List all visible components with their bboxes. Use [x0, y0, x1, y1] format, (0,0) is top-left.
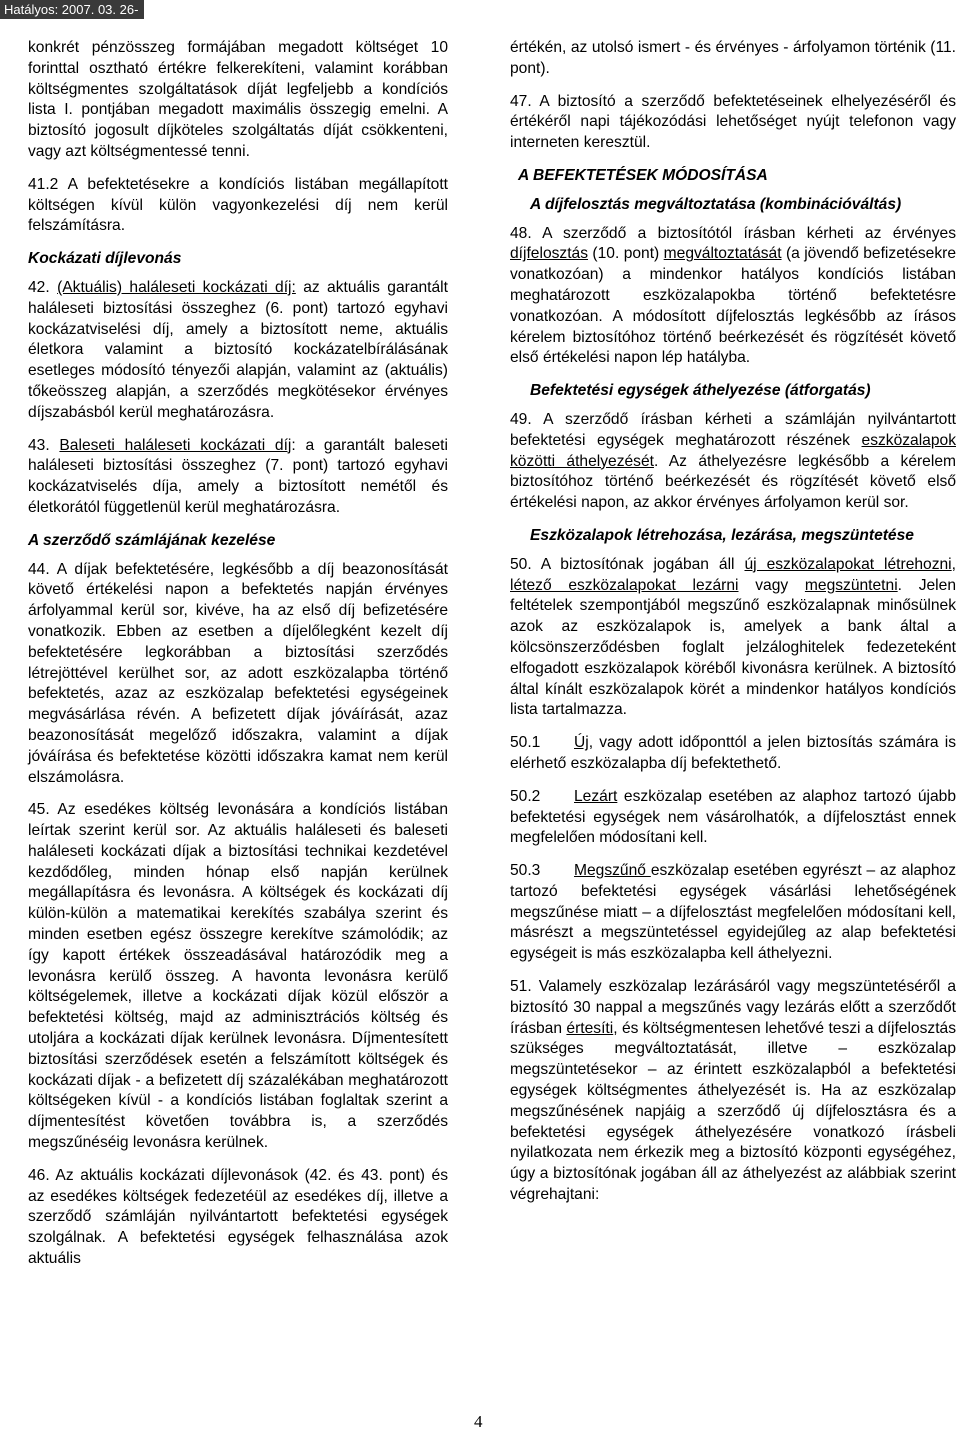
term-uj-eszkozalap: új eszközalapokat létrehozni [744, 555, 952, 573]
effective-date-header: Hatályos: 2007. 03. 26-tól [0, 0, 144, 19]
paragraph-48-text-a: 48. A szerződő a biztosítótól írásban kérheti az érvényes [510, 224, 956, 242]
term-megvaltoztatasat: megváltoztatását [663, 245, 782, 263]
paragraph-43-text: : a garantált baleseti haláleseti biztosítási összeghez (7. pont) tartozó egyhavi kockázatviselés díja, amely a biztosított nemétől és életkorától függetlenül kerül meghatározásra. [28, 436, 448, 516]
paragraph-42 [28, 278, 448, 424]
paragraph-50-text-d: . Jelen feltételek szempontjából megszűnő eszközalapnak minősülnek azok az eszközalapok is, amelyek a bank által a kölcsönszerződésben foglalt jelzáloghitelek fedezeteként elfogadott eszközalapok köréből kivonásra kerülnek. A biztosító által kínált eszközalapok körét a mindenkor hatályos kondíciós lista tartalmazza. [510, 576, 956, 719]
term-uj: Új [574, 734, 589, 752]
heading-athelyezes: Befektetési egységek áthelyezése (átforgatás) [530, 382, 871, 400]
paragraph-42-number: 42. [28, 278, 50, 296]
paragraph-50-2 [510, 787, 956, 849]
left-column [28, 38, 448, 1282]
paragraph-45: 45. Az esedékes költség levonására a kondíciós listában leírtak szerint kerül sor. Az aktuális haláleseti és baleseti haláleseti kockázati díjak a biztosítási technikai kezdetével kezdődőleg, minden hónap első napján kerülnek megállapításra és levonásra. A költségek és kockázati díj külön-külön a matematikai kerekítés szabálya szerint és minden esetben egész összegre kerekítve számolódik; az így kapott értékek összeadásával határozódik meg a levonásra kerülő összeg. A havonta levonásra kerülő költségelemek, illetve a kockázati díjak közül először a befektetési költség, majd az adminisztrációs költség és utoljára a kockázati díjak kerülnek levonásra. Díjmentesített biztosítási szerződések esetén a felszámított költségek és kockázati díjak - a befizetett díj százalékában meghatározott költségeken kívül - a kondíciós listában foglaltak szerint a díjmentesítést követően továbbra is, a szerződés megszűnéséig levonásra kerülnek. [28, 801, 448, 1152]
paragraph-46: 46. Az aktuális kockázati díjlevonások (42. és 43. pont) és az esedékes költségek fedezetéül az esedékes díj, illetve a szerződő számláján nyilvántartott befektetési egységek szolgálnak. A befektetési egységek felhasználása azok aktuális [28, 1166, 448, 1268]
paragraph-50-3-number: 50.3 [510, 862, 541, 880]
paragraph-51 [510, 977, 956, 1206]
paragraph-49 [510, 410, 956, 514]
paragraph-49-text-a: 49. A szerződő írásban kérheti a számláján nyilvántartott befektetési egységek meghatározott részének [510, 410, 956, 449]
paragraph-50-2-number: 50.2 [510, 787, 541, 805]
term-eszkozalapok-kozotti-athelyezes: eszközalapok közötti áthelyezését [510, 431, 956, 470]
paragraph-50-3-text: eszközalap esetében egyrészt – az alaphoz tartozó befektetési egységek vásárlási lehetőségének megszűnése miatt – a díjfelosztást megfelelően módosítani kell, másrészt a megszüntetéssel egyidejűleg az alap befektetési egységeit is más eszközalapba kell áthelyezni. [510, 862, 956, 963]
term-megszuntetni: megszüntetni [804, 576, 898, 594]
paragraph-48-text-b: (10. pont) [588, 245, 664, 263]
paragraph-intro: konkrét pénzösszeg formájában megadott költséget 10 forinttal osztható értékre felkerekíteni, valamint korábban költségmentes szolgáltatások díját legfeljebb a kondíciós lista I. pontjában megadott maximális összegig emelni. A biztosító jogosult díjköteles szolgáltatás díját csökkenteni, vagy azt költségmentessé tenni. [28, 39, 448, 160]
term-lezarni: létező eszközalapokat lezárni [510, 576, 739, 594]
term-dijfelosztas: díjfelosztás [510, 245, 589, 263]
heading-befektetesek-modositasa: A BEFEKTETÉSEK MÓDOSÍTÁSA [518, 166, 768, 184]
paragraph-50-1 [510, 733, 956, 775]
paragraph-50-text-a: 50. A biztosítónak jogában áll [510, 555, 745, 573]
heading-kockazati-dijlevonas: Kockázati díjlevonás [28, 250, 182, 268]
term-ertesiti: értesíti [566, 1019, 614, 1037]
paragraph-47: 47. A biztosító a szerződő befektetéseinek elhelyezéséről és értékéről napi tájékozódási lehetőséget nyújt telefonon vagy interneten keresztül. [510, 92, 956, 152]
paragraph-44: 44. A díjak befektetésére, legkésőbb a díj beazonosítását követő értékelési napon a befektetés napján érvényes árfolyammal kerül sor, kivéve, ha az első díj befizetésére vonatkozik. Ebben az esetben a díjelőlegként kezelt díj befektetésére legkorábban a biztosítási szerződés létrejöttével kerülhet sor, az adott eszközalapba történő befektetés, azaz az eszközalap befektetési egységeinek megvásárlása révén. A befizetett díjak jóváírását, azaz beazonosítását megelőző időszakra, valamint a díjak jóváírása és befektetése közötti időszakra kamat nem kerül elszámolásra. [28, 560, 448, 786]
paragraph-43-number: 43. [28, 436, 50, 454]
paragraph-50-3 [510, 861, 956, 965]
paragraph-50-text-b: , [951, 555, 956, 573]
paragraph-48-text-c: (a jövendő befizetésekre vonatkozóan) a mindenkor hatályos kondíciós listában meghatározott eszközalapokba történő befektetésre vonatkozóan. A módosított díjfelosztás legkésőbb az írásos kérelem biztosítóhoz történő beérkezését és rögzítését követő első értékelési napon lép hatályba. [510, 245, 956, 367]
paragraph-43 [28, 436, 448, 519]
paragraph-49-text-b: . Az áthelyezésre legkésőbb a kérelem biztosítóhoz történő beérkezését és rögzítését követő első értékelési napon, az akkor érvényes árfolyamon kerül sor. [510, 452, 956, 512]
page-number: 4 [474, 1412, 483, 1431]
paragraph-50 [510, 555, 956, 721]
heading-eszkozalapok: Eszközalapok létrehozása, lezárása, megszüntetése [530, 526, 914, 544]
heading-szamla-kezelese: A szerződő számlájának kezelése [28, 531, 276, 549]
paragraph-48 [510, 224, 956, 370]
term-lezart: Lezárt [574, 787, 618, 805]
paragraph-50-text-c: vagy [738, 576, 805, 594]
paragraph-41-2: 41.2 A befektetésekre a kondíciós listában megállapított költségen kívül külön vagyonkezelési díj nem kerül felszámításra. [28, 175, 448, 235]
paragraph-continuation: értékén, az utolsó ismert - és érvényes - árfolyamon történik (11. pont). [510, 39, 956, 77]
paragraph-50-1-text: , vagy adott időponttól a jelen biztosítás számára is elérhető eszközalapba díj befektethető. [510, 734, 956, 772]
heading-dijfelosztas: A díjfelosztás megváltoztatása (kombinációváltás) [530, 195, 902, 213]
paragraph-51-text-b: , és költségmentesen lehetővé teszi a díjfelosztás szükséges megváltoztatását, illetve – eszközalap megszüntetésekor – az érintett eszközalapból a befektetési egységek költségmentes áthelyezését is. Ha az eszközalap megszűnésének napjáig a szerződő új díjfelosztásra és a befektetési egységek áthelyezésére vonatkozó írásbeli nyilatkozata nem érkezik meg a biztosító központi egységéhez, úgy a biztosítónak jogában áll az áthelyezést az alábbiak szerint végrehajtani: [510, 1019, 956, 1204]
term-aktualis-halaleseti-dij: (Aktuális) haláleseti kockázati díj: [57, 278, 296, 296]
term-megszuno: Megszűnő [574, 862, 651, 880]
paragraph-50-2-text: eszközalap esetében az alaphoz tartozó újabb befektetési egységek nem vásárolhatók, a díjfelosztást ennek megfelelően módosítani kell. [510, 787, 956, 847]
right-column [510, 38, 956, 1218]
paragraph-50-1-number: 50.1 [510, 734, 541, 752]
paragraph-51-text-a: 51. Valamely eszközalap lezárásáról vagy megszüntetéséről a biztosító 30 nappal a megszűnés vagy lezárás előtt a szerződőt írásban [510, 978, 956, 1037]
paragraph-42-text: az aktuális garantált haláleseti biztosítási összeghez (6. pont) tartozó egyhavi kockázatviselési díj, amely a biztosított neme, aktuális életkora valamint a biztosító kockázatelbírálásának esetleges módosító tényezői alapján, valamint az (aktuális) tőkeösszeg alapján, a szerződés megkötésekor érvényes díjszabásból kerül meghatározásra. [28, 278, 448, 421]
term-baleseti-halaleseti-dij: Baleseti haláleseti kockázati díj [59, 436, 292, 454]
